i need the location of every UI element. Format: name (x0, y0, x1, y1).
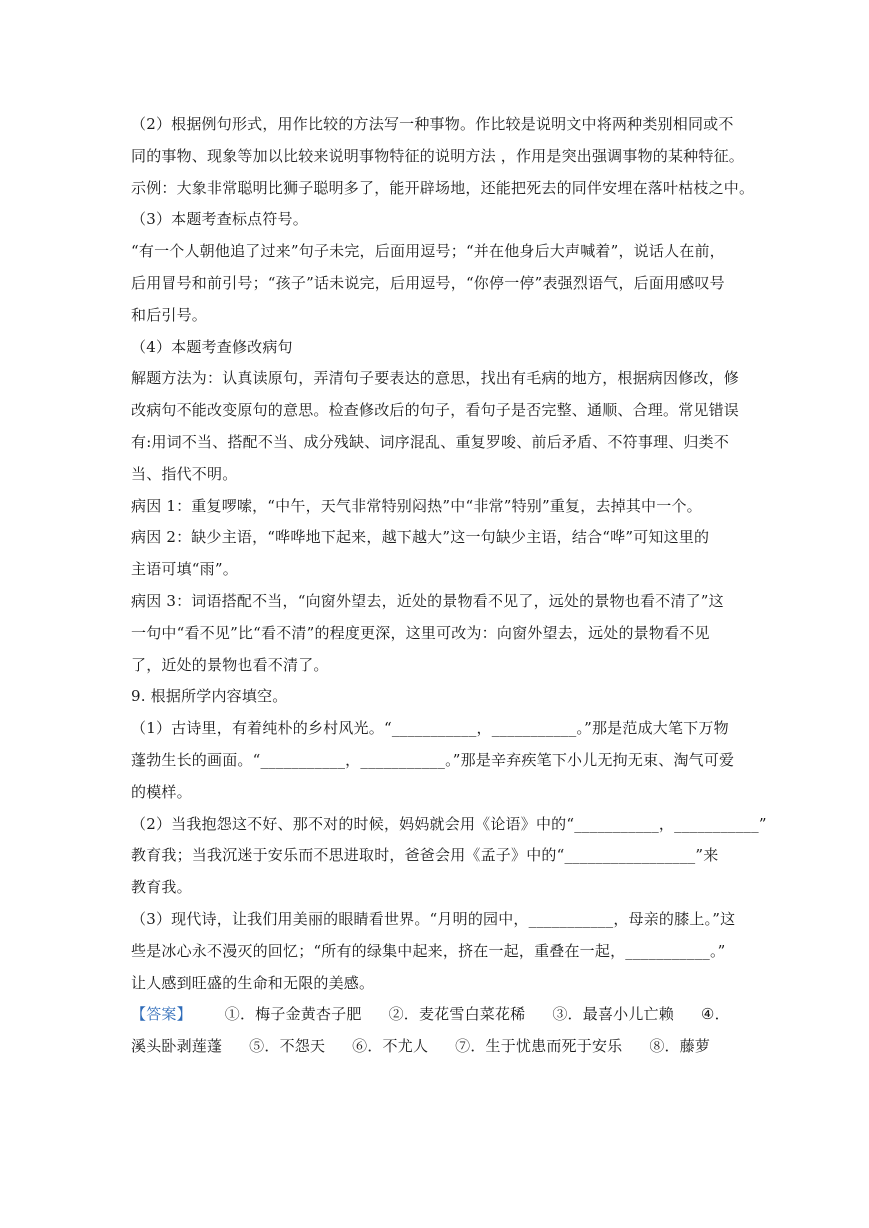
answer-item: ⑤．不怨天 (249, 1037, 326, 1056)
text-line: （3）现代诗，让我们用美丽的眼睛看世界。“月明的园中，___________，母亲的膝上。”这 (131, 909, 736, 928)
text-line: （3）本题考查标点符号。 (131, 210, 308, 229)
text-line: 蓬勃生长的画面。“___________，___________。”那是辛弃疾笔下小儿无拘无束、淘气可爱 (131, 750, 735, 769)
text-line: 当、指代不明。 (131, 464, 238, 483)
answer-explanation (131, 109, 767, 1063)
answer-item: ②．麦花雪白菜花稀 (388, 1005, 526, 1024)
text-line: 解题方法为：认真读原句，弄清句子要表达的意思，找出有毛病的地方，根据病因修改，修 (131, 369, 740, 388)
document-page (131, 109, 767, 1063)
answer-item: ⑦．生于忧患而死于安乐 (455, 1037, 623, 1056)
text-line: 些是冰心永不漫灭的回忆；“所有的绿集中起来，挤在一起，重叠在一起，___________。” (131, 941, 726, 960)
text-line: 让人感到旺盛的生命和无限的美感。 (131, 973, 375, 992)
answer-item: 溪头卧剥莲蓬 (131, 1037, 223, 1056)
text-line: 的模样。 (131, 782, 192, 801)
text-line: 后用冒号和前引号；“孩子”话未说完，后用逗号，“你停一停”表强烈语气，后面用感叹号 (131, 273, 725, 292)
answer-item: ①．梅子金黄杏子肥 (224, 1005, 362, 1024)
text-line: “有一个人朝他追了过来”句子未完，后面用逗号；“并在他身后大声喊着”，说话人在前， (131, 242, 725, 261)
answer-item: ④． (700, 1005, 730, 1024)
text-line: 病因 2：缺少主语，“哗哗地下起来，越下越大”这一句缺少主语，结合“哗”可知这里的 (131, 528, 710, 547)
text-line: 示例：大象非常聪明比狮子聪明多了，能开辟场地，还能把死去的同伴安埋在落叶枯枝之中。 (131, 178, 755, 197)
text-line: 病因 1：重复啰嗦，“中午，天气非常特别闷热”中“非常”特别”重复，去掉其中一个。 (131, 496, 702, 515)
answer-item: ⑥．不尤人 (352, 1037, 429, 1056)
text-line: 教育我。 (131, 878, 192, 897)
text-line: （1）古诗里，有着纯朴的乡村风光。“___________，___________。”那是范成大笔下万物 (131, 719, 729, 738)
text-line: 了，近处的景物也看不清了。 (131, 655, 329, 674)
text-line: （2）根据例句形式，用作比较的方法写一种事物。作比较是说明文中将两种类别相同或不 (131, 115, 734, 133)
text-line: 一句中“看不见”比“看不清”的程度更深，这里可改为：向窗外望去，远处的景物看不见 (131, 623, 710, 642)
answer-item: ③．最喜小儿亡赖 (552, 1005, 674, 1024)
text-line: 病因 3：词语搭配不当，“向窗外望去，近处的景物看不见了，远处的景物也看不清了”这 (131, 591, 724, 610)
text-line: 和后引号。 (131, 305, 208, 324)
text-line: （4）本题考查修改病句 (131, 337, 293, 356)
text-line: 主语可填“雨”。 (131, 560, 238, 579)
answer-tag: 【答案】 (131, 1005, 192, 1024)
question-title: 9. 根据所学内容填空。 (131, 687, 288, 706)
answer-line-1 (131, 999, 741, 1031)
answer-item: ⑧．藤萝 (649, 1037, 711, 1056)
text-line: 教育我；当我沉迷于安乐而不思进取时，爸爸会用《孟子》中的“_________________”来 (131, 846, 719, 865)
text-line: 有:用词不当、搭配不当、成分残缺、词序混乱、重复罗唆、前后矛盾、不符事理、归类不 (131, 432, 730, 451)
text-line: 改病句不能改变原句的意思。检查修改后的句子，看句子是否完整、通顺、合理。常见错误 (131, 401, 740, 420)
answer-line-2 (131, 1031, 741, 1063)
text-line: （2）当我抱怨这不好、那不对的时候，妈妈就会用《论语》中的“___________，___________” (131, 814, 767, 833)
text-line: 同的事物、现象等加以比较来说明事物特征的说明方法 ，作用是突出强调事物的某种特征。 (131, 146, 744, 165)
